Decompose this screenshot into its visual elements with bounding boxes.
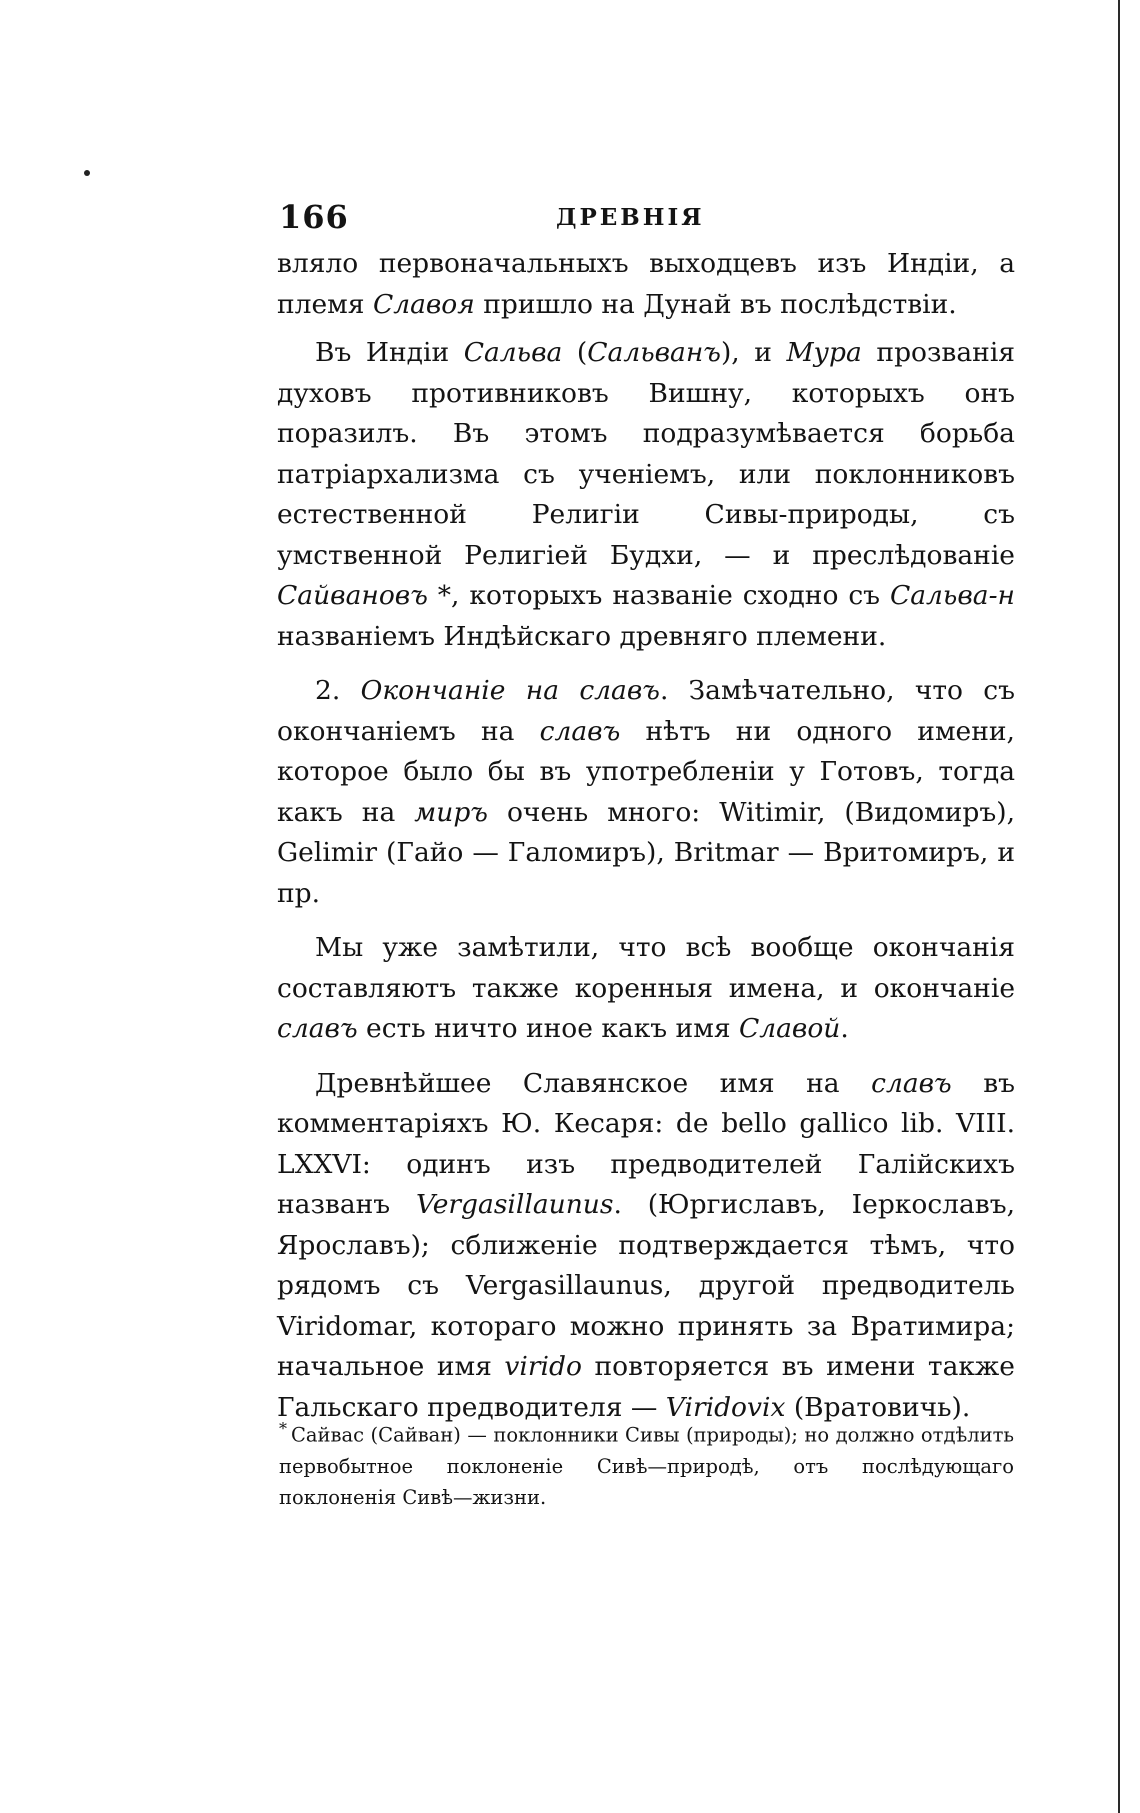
footnote bbox=[279, 1413, 1014, 1513]
italic-segment: Сальва bbox=[463, 337, 563, 368]
running-title: ДРЕВНIЯ bbox=[556, 204, 705, 231]
text-segment: пришло на Дунай въ послѣдствiи. bbox=[474, 288, 957, 320]
text-segment: Древнѣйшее Славянское имя на bbox=[315, 1067, 872, 1099]
paragraph-1 bbox=[277, 244, 1015, 325]
italic-segment: славъ bbox=[277, 1013, 358, 1044]
text-segment: Въ Индiи bbox=[315, 337, 464, 368]
text-segment: ), и bbox=[720, 337, 787, 368]
scan-speck bbox=[84, 170, 90, 176]
paragraph-5 bbox=[277, 1064, 1015, 1429]
text-segment: прозванiя духовъ противниковъ Вишну, которыхъ онъ поразилъ. Въ этомъ подразумѣвается борьба патрiархализма съ ученiемъ, или поклонниковъ естественной Религiи Сивы-природы, съ умственной Религiей Будхи, — и преслѣдованiе bbox=[277, 337, 1016, 571]
italic-segment: миръ bbox=[414, 796, 488, 828]
page-number: 166 bbox=[279, 198, 349, 236]
text-segment: . bbox=[840, 1013, 849, 1044]
paragraph-4 bbox=[277, 928, 1015, 1050]
text-segment: очень много: Witimir, (Видомиръ), Gelimir (Гайо — Галомиръ), Britmar — Вритомиръ, и пр. bbox=[277, 796, 1016, 909]
paragraph-2 bbox=[277, 333, 1015, 657]
text-segment: нѣтъ ни одного имени, которое было бы въ употребленiи у Готовъ, тогда какъ на bbox=[277, 715, 1015, 828]
italic-segment: славъ bbox=[539, 715, 621, 747]
text-segment: есть ничто иное какъ имя bbox=[357, 1013, 739, 1044]
italic-segment: Сальва-н bbox=[889, 580, 1015, 611]
text-segment: (Вратовичь). bbox=[785, 1391, 971, 1423]
italic-segment: virido bbox=[504, 1351, 582, 1382]
italic-segment: Окончанiе на славъ bbox=[360, 675, 660, 706]
italic-segment: Мура bbox=[786, 337, 862, 368]
footnote-text: Сайвас (Сайван) — поклонники Сивы (природы); но должно отдѣлить первобытное поклоненiе Сивѣ—природѣ, отъ послѣдующаго поклоненiя Сивѣ—жизни. bbox=[279, 1423, 1014, 1509]
page-header bbox=[279, 198, 1023, 244]
text-segment: *, которыхъ названiе сходно съ bbox=[427, 580, 890, 611]
text-segment: 2. bbox=[315, 675, 361, 706]
text-segment: Мы уже замѣтили, что всѣ вообще окончанiя составляютъ также коренныя имена, и окончанiе bbox=[277, 932, 1015, 1004]
italic-segment: Сайвановъ bbox=[277, 580, 428, 611]
text-segment: . Замѣчательно, что съ окончанiемъ на bbox=[277, 675, 1015, 747]
italic-segment: Славоя bbox=[372, 288, 475, 320]
text-body bbox=[277, 244, 1015, 1442]
text-segment: названiемъ Индѣйскаго древняго племени. bbox=[277, 620, 887, 652]
italic-segment: славъ bbox=[871, 1067, 952, 1099]
italic-segment: Славой bbox=[738, 1013, 841, 1044]
page-edge-line bbox=[1118, 0, 1120, 1813]
paragraph-3 bbox=[277, 671, 1015, 914]
text-segment: . (Юргиславъ, Iеркославъ, Ярославъ); сближенiе подтверждается тѣмъ, что рядомъ съ Vergasillaunus, другой предводитель Viridomar, котораго можно принять за Вратимира; начальное имя bbox=[277, 1189, 1015, 1382]
text-segment: въ комментарiяхъ Ю. Кесаря: de bello gallico lib. VIII. LXXVI: одинъ изъ предводителей Галiйскихъ названъ bbox=[277, 1067, 1015, 1220]
italic-segment: Сальванъ bbox=[587, 337, 721, 368]
italic-segment: Viridovix bbox=[665, 1391, 786, 1423]
italic-segment: Vergasillaunus bbox=[416, 1189, 614, 1220]
text-segment: повторяется въ имени также Гальскаго предводителя — bbox=[277, 1351, 1015, 1423]
footnote-marker: * bbox=[279, 1419, 287, 1438]
text-segment: ( bbox=[562, 337, 588, 368]
text-segment: вляло первоначальныхъ выходцевъ изъ Индiи, а племя bbox=[277, 248, 1015, 320]
